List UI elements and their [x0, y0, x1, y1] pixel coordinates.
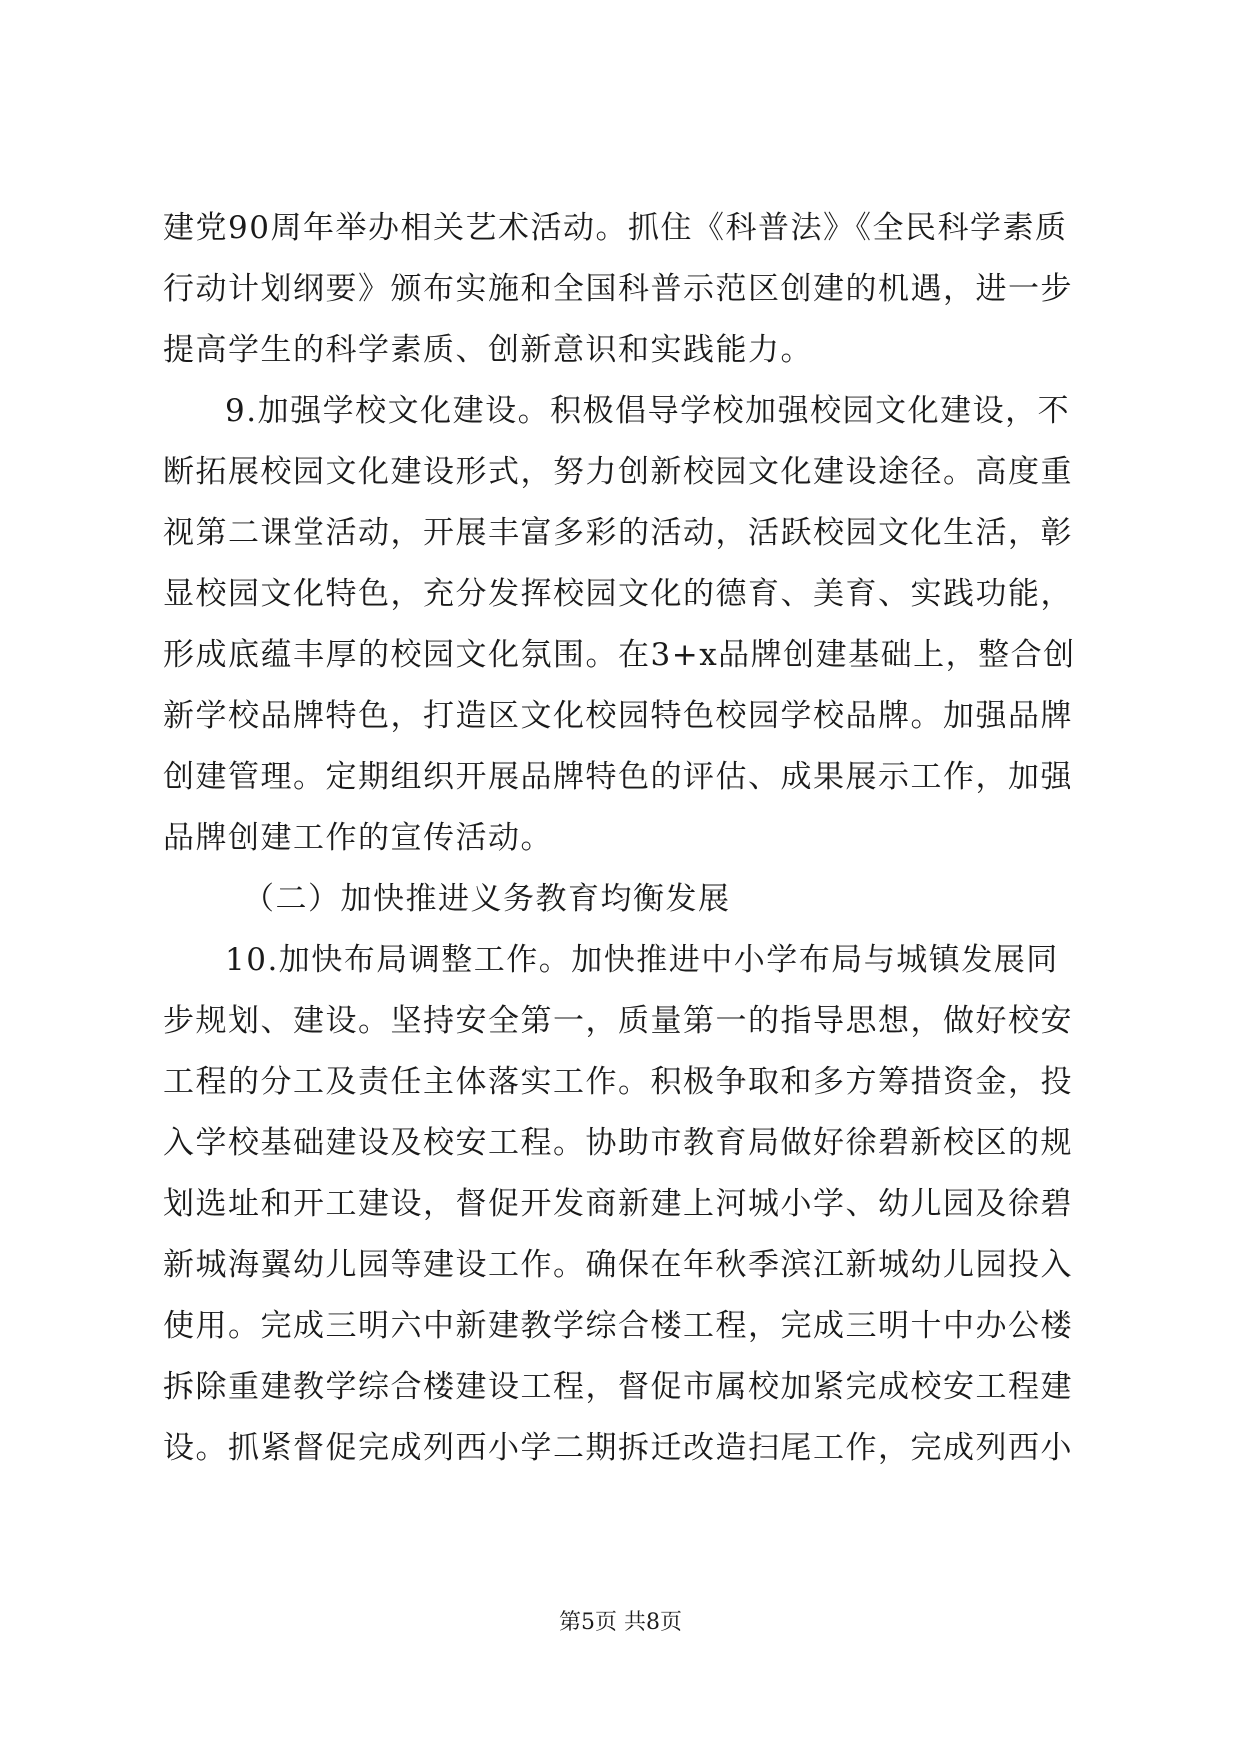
body-line: 品牌创建工作的宣传活动。 [163, 820, 553, 856]
paragraph-start-line: 10.加快布局调整工作。加快推进中小学布局与城镇发展同 [225, 942, 1059, 978]
body-line: 拆除重建教学综合楼建设工程，督促市属校加紧完成校安工程建 [163, 1369, 1073, 1405]
page-footer: 第5页 共8页 [559, 1610, 682, 1635]
body-line: 创建管理。定期组织开展品牌特色的评估、成果展示工作，加强 [163, 759, 1073, 795]
paragraph-start-line: 9.加强学校文化建设。积极倡导学校加强校园文化建设，不 [225, 393, 1071, 429]
body-line: 新学校品牌特色，打造区文化校园特色校园学校品牌。加强品牌 [163, 698, 1073, 734]
body-line: 步规划、建设。坚持安全第一，质量第一的指导思想，做好校安 [163, 1003, 1073, 1039]
section-heading: （二）加快推进义务教育均衡发展 [243, 881, 731, 917]
body-line: 工程的分工及责任主体落实工作。积极争取和多方筹措资金，投 [163, 1064, 1073, 1100]
body-line: 使用。完成三明六中新建教学综合楼工程，完成三明十中办公楼 [163, 1308, 1073, 1344]
body-line: 形成底蕴丰厚的校园文化氛围。在3+x品牌创建基础上，整合创 [163, 637, 1076, 673]
body-line: 设。抓紧督促完成列西小学二期拆迁改造扫尾工作，完成列西小 [163, 1430, 1073, 1466]
body-line: 新城海翼幼儿园等建设工作。确保在年秋季滨江新城幼儿园投入 [163, 1247, 1073, 1283]
body-line: 行动计划纲要》颁布实施和全国科普示范区创建的机遇，进一步 [163, 271, 1073, 307]
body-line: 视第二课堂活动，开展丰富多彩的活动，活跃校园文化生活，彰 [163, 515, 1073, 551]
body-line: 建党90周年举办相关艺术活动。抓住《科普法》《全民科学素质 [163, 210, 1068, 246]
body-line: 入学校基础建设及校安工程。协助市教育局做好徐碧新校区的规 [163, 1125, 1073, 1161]
body-line: 显校园文化特色，充分发挥校园文化的德育、美育、实践功能， [163, 576, 1073, 612]
document-body [163, 198, 1093, 1479]
body-line: 划选址和开工建设，督促开发商新建上河城小学、幼儿园及徐碧 [163, 1186, 1073, 1222]
body-line: 断拓展校园文化建设形式，努力创新校园文化建设途径。高度重 [163, 454, 1073, 490]
body-line: 提高学生的科学素质、创新意识和实践能力。 [163, 332, 813, 368]
